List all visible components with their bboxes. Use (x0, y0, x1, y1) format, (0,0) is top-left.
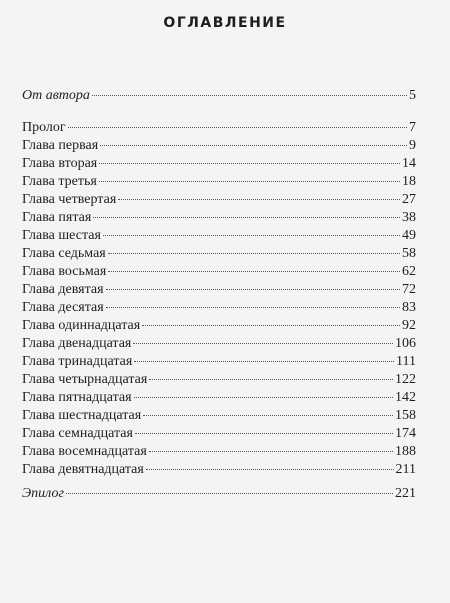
toc-entry-page: 49 (402, 228, 416, 243)
toc-entry-label: Глава шестая (22, 228, 101, 243)
toc-entry[interactable] (22, 353, 416, 371)
toc-entry-label: Глава десятая (22, 300, 104, 315)
dot-leader (68, 127, 407, 128)
dot-leader (135, 433, 393, 434)
toc-entry-page: 174 (395, 426, 416, 441)
toc-entry[interactable] (22, 443, 416, 461)
toc-entry-page: 92 (402, 318, 416, 333)
toc-entry[interactable] (22, 425, 416, 443)
toc-entry-page: 62 (402, 264, 416, 279)
dot-leader (146, 469, 394, 470)
dot-leader (108, 271, 400, 272)
dot-leader (66, 493, 393, 494)
dot-leader (134, 397, 393, 398)
toc-entry[interactable] (22, 245, 416, 263)
toc-entry-label: Глава двенадцатая (22, 336, 132, 351)
toc-entry[interactable] (22, 371, 416, 389)
toc-entry-label: Глава первая (22, 138, 99, 153)
dot-leader (149, 451, 393, 452)
dot-leader (103, 235, 400, 236)
toc-entry[interactable] (22, 119, 416, 137)
dot-leader (93, 217, 400, 218)
toc-entry[interactable] (22, 407, 416, 425)
toc-entry-page: 14 (402, 156, 416, 171)
toc-entry-label: Глава седьмая (22, 246, 106, 261)
toc-entry-page: 221 (395, 486, 416, 501)
dot-leader (143, 415, 393, 416)
toc-epilogue-section (22, 485, 416, 503)
toc-entry-label: Глава четвертая (22, 192, 117, 207)
toc-entry-label: Глава семнадцатая (22, 426, 133, 441)
toc-entry[interactable] (22, 461, 416, 479)
toc-entry-page: 9 (409, 138, 416, 153)
page-title: ОГЛАВЛЕНИЕ (163, 15, 287, 31)
toc-entry[interactable] (22, 209, 416, 227)
toc-entry[interactable] (22, 299, 416, 317)
toc-entry-page: 5 (409, 88, 416, 103)
toc-entry-label: От автора (22, 88, 90, 103)
toc-entry-page: 27 (402, 192, 416, 207)
toc-entry[interactable] (22, 155, 416, 173)
toc-entry[interactable] (22, 173, 416, 191)
toc-entry-label: Глава одиннадцатая (22, 318, 141, 333)
toc-entry-label: Глава девятая (22, 282, 104, 297)
toc-entry[interactable] (22, 281, 416, 299)
toc-intro-section (22, 87, 416, 105)
dot-leader (106, 307, 400, 308)
toc-entry[interactable] (22, 335, 416, 353)
toc-entry-epilogue[interactable] (22, 485, 416, 503)
toc-entry-page: 83 (402, 300, 416, 315)
toc-entry-label: Глава четырнадцатая (22, 372, 148, 387)
toc-entry-page: 38 (402, 210, 416, 225)
toc-entry-label: Глава пятая (22, 210, 92, 225)
toc-entry-page: 18 (402, 174, 416, 189)
dot-leader (99, 181, 400, 182)
toc-entry[interactable] (22, 389, 416, 407)
toc-entry-label: Пролог (22, 120, 66, 135)
toc-entry-page: 158 (395, 408, 416, 423)
dot-leader (108, 253, 400, 254)
toc-entry-label: Глава шестнадцатая (22, 408, 142, 423)
toc-entry-page: 7 (409, 120, 416, 135)
toc-entry-label: Глава восемнадцатая (22, 444, 147, 459)
toc-entry-label: Глава девятнадцатая (22, 462, 144, 477)
toc-entry[interactable] (22, 317, 416, 335)
toc-chapters-section (22, 119, 416, 479)
dot-leader (133, 343, 393, 344)
dot-leader (99, 163, 400, 164)
toc-entry-page: 142 (395, 390, 416, 405)
toc-entry-page: 211 (395, 462, 416, 477)
toc-entry-page: 106 (395, 336, 416, 351)
dot-leader (118, 199, 400, 200)
toc-entry[interactable] (22, 191, 416, 209)
toc-entry-intro[interactable] (22, 87, 416, 105)
toc-entry-label: Глава пятнадцатая (22, 390, 132, 405)
toc-entry-page: 111 (396, 354, 416, 369)
dot-leader (92, 95, 407, 96)
toc-entry-label: Эпилог (22, 486, 64, 501)
toc-entry-label: Глава вторая (22, 156, 98, 171)
toc-entry-page: 58 (402, 246, 416, 261)
dot-leader (149, 379, 393, 380)
dot-leader (134, 361, 394, 362)
toc-entry[interactable] (22, 263, 416, 281)
toc-entry-label: Глава восьмая (22, 264, 107, 279)
dot-leader (106, 289, 400, 290)
toc-entry-label: Глава тринадцатая (22, 354, 133, 369)
dot-leader (142, 325, 400, 326)
toc-entry-page: 188 (395, 444, 416, 459)
toc-entry-label: Глава третья (22, 174, 97, 189)
toc-entry-page: 122 (395, 372, 416, 387)
toc-entry-page: 72 (402, 282, 416, 297)
toc-entry[interactable] (22, 137, 416, 155)
dot-leader (100, 145, 407, 146)
toc-entry[interactable] (22, 227, 416, 245)
